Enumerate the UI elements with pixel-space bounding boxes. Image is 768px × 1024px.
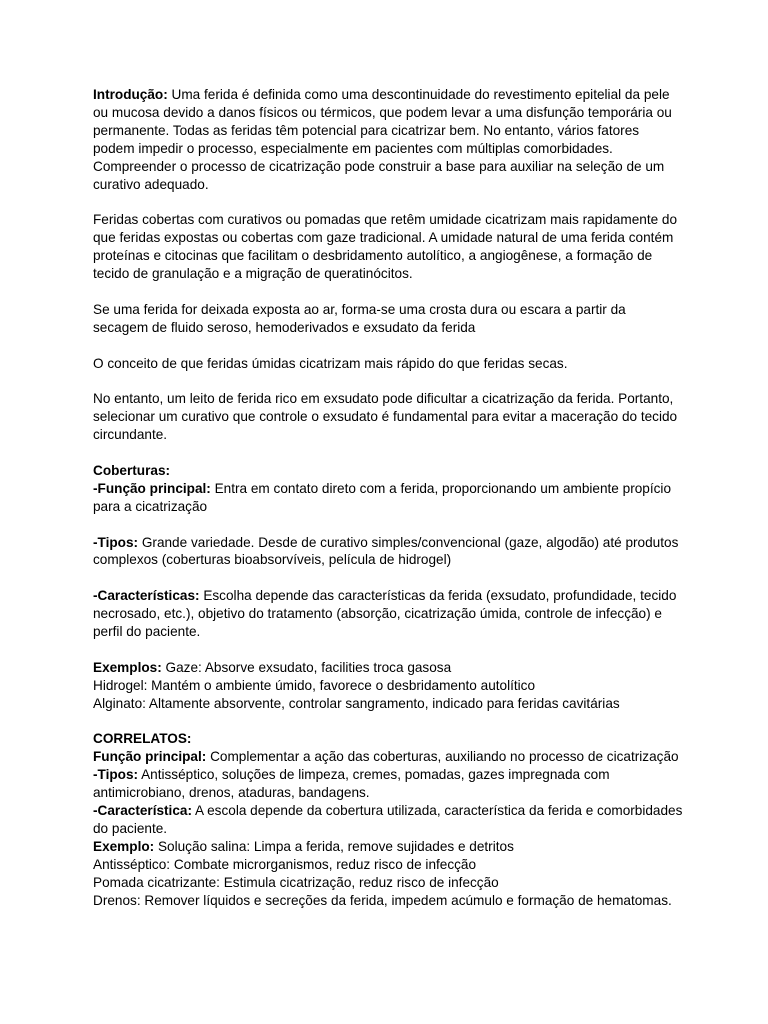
coberturas-caracteristicas [93, 587, 683, 641]
correlatos-section [93, 730, 683, 909]
correlatos-caracteristica: -Característica: A escola depende da cobertura utilizada, característica da ferida e comorbidades do paciente. [93, 803, 683, 837]
coberturas-caracteristicas-text: Escolha depende das características da ferida (exsudato, profundidade, tecido necrosado, etc.), objetivo do tratamento (absorção, cicatrização úmida, controle de infecção) e perfil do paciente. [93, 588, 677, 640]
intro-paragraph [93, 86, 683, 193]
coberturas-exemplo-hidrogel: Hidrogel: Mantém o ambiente úmido, favorece o desbridamento autolítico [93, 677, 536, 693]
correlatos-funcao-label: Função principal: [93, 749, 207, 765]
coberturas-tipos-text: Grande variedade. Desde de curativo simples/convencional (gaze, algodão) até produtos complexos (coberturas bioabsorvíveis, película de hidrogel) [93, 534, 679, 568]
coberturas-exemplo-gaze: Exemplos: Gaze: Absorve exsudato, facilities troca gasosa [93, 659, 452, 675]
coberturas-funcao-label: -Função principal: [93, 480, 211, 496]
paragraph-crust: Se uma ferida for deixada exposta ao ar, forma-se uma crosta dura ou escara a partir da secagem de fluido seroso, hemoderivados e exsudato da ferida [93, 301, 626, 335]
intro-label: Introdução: [93, 87, 168, 102]
correlatos-exemplo-antisseptico: Antisséptico: Combate microrganismos, reduz risco de infecção [93, 856, 477, 872]
correlatos-exemplo-label: Exemplo: [93, 838, 155, 854]
correlatos-tipos-label: -Tipos: [93, 767, 139, 783]
coberturas-exemplos-label: Exemplos: [93, 659, 162, 675]
coberturas-heading: Coberturas: [93, 462, 171, 478]
coberturas-tipos-label: -Tipos: [93, 534, 139, 550]
coberturas-exemplo-alginato: Alginato: Altamente absorvente, controlar sangramento, indicado para feridas cavitárias [93, 695, 620, 711]
correlatos-heading: CORRELATOS: [93, 731, 192, 747]
document-page [93, 86, 683, 927]
coberturas-exemplos [93, 659, 683, 713]
coberturas-tipos [93, 534, 683, 570]
coberturas-funcao [93, 480, 683, 516]
correlatos-exemplo-pomada: Pomada cicatrizante: Estimula cicatrização, reduz risco de infecção [93, 874, 499, 890]
correlatos-exemplo-drenos: Drenos: Remover líquidos e secreções da ferida, impedem acúmulo e formação de hematomas. [93, 892, 672, 908]
coberturas-section [93, 462, 683, 516]
correlatos-tipos: -Tipos: Antisséptico, soluções de limpeza, cremes, pomadas, gazes impregnada com antimicrobiano, drenos, ataduras, bandagens. [93, 767, 610, 801]
paragraph-moisture: Feridas cobertas com curativos ou pomadas que retêm umidade cicatrizam mais rapidamente do que feridas expostas ou cobertas com gaze tradicional. A umidade natural de uma ferida contém proteínas e citocinas que facilitam o desbridamento autolítico, a angiogênese, a formação de tecido de granulação e a migração de queratinócitos. [93, 212, 678, 282]
correlatos-exemplo-solucao: Exemplo: Solução salina: Limpa a ferida, remove sujidades e detritos [93, 838, 514, 854]
coberturas-funcao-text: Entra em contato direto com a ferida, proporcionando um ambiente propício para a cicatrização [93, 480, 672, 514]
paragraph-exudate: No entanto, um leito de ferida rico em exsudato pode dificultar a cicatrização da ferida. Portanto, selecionar um curativo que controle o exsudato é fundamental para evitar a maceração do tecido circundante. [93, 391, 678, 443]
correlatos-funcao: Função principal: Complementar a ação das coberturas, auxiliando no processo de cicatrização [93, 749, 679, 765]
intro-text: Uma ferida é definida como uma descontinuidade do revestimento epitelial da pele ou mucosa devido a danos físicos ou térmicos, que podem levar a uma disfunção temporária ou permanente. Todas as feridas têm potencial para cicatrizar bem. No entanto, vários fatores podem impedir o processo, especialmente em pacientes com múltiplas comorbidades. Compreender o processo de cicatrização pode construir a base para auxiliar na seleção de um curativo adequado. [93, 87, 672, 192]
coberturas-caracteristicas-label: -Características: [93, 588, 200, 604]
correlatos-caracteristica-label: -Característica: [93, 803, 192, 819]
paragraph-concept: O conceito de que feridas úmidas cicatrizam mais rápido do que feridas secas. [93, 355, 568, 371]
